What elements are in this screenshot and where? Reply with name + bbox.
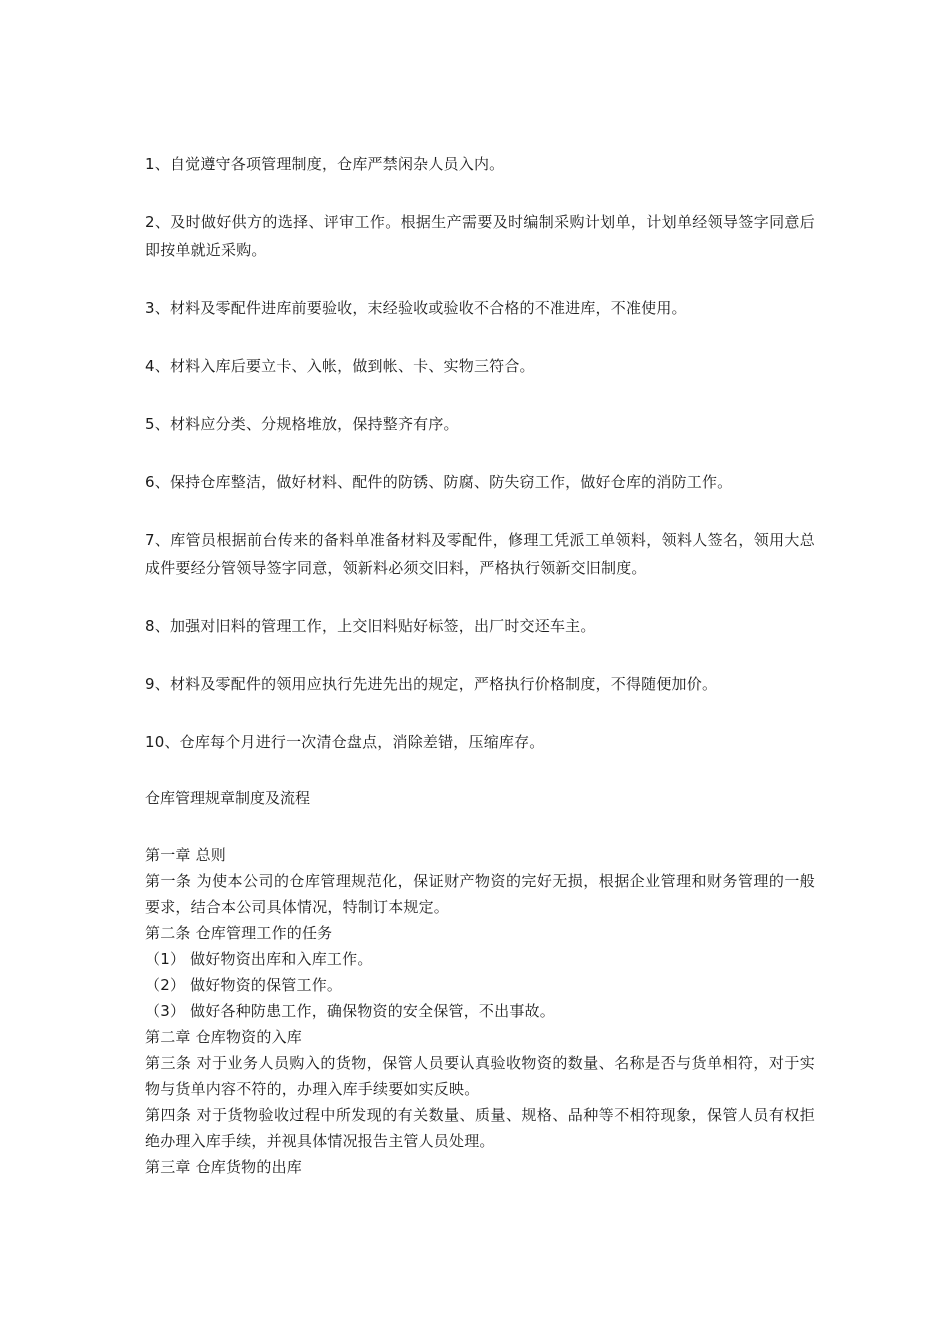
numbered-rules-list [145,150,815,786]
section-title: 仓库管理规章制度及流程 [145,789,311,807]
chapter-heading: 第二章 仓库物资的入库 [145,1028,302,1046]
list-item: 5、材料应分类、分规格堆放，保持整齐有序。 [145,415,459,433]
sub-item: （3） 做好各种防患工作，确保物资的安全保管，不出事故。 [145,1002,555,1020]
sub-item: （1） 做好物资出库和入库工作。 [145,950,373,968]
list-item: 3、材料及零配件进库前要验收，末经验收或验收不合格的不准进库，不准使用。 [145,299,687,317]
list-item: 1、自觉遵守各项管理制度，仓库严禁闲杂人员入内。 [145,155,505,173]
list-item: 2、及时做好供方的选择、评审工作。根据生产需要及时编制采购计划单，计划单经领导签字同意后即按单就近采购。 [145,213,815,259]
chapter-heading: 第三章 仓库货物的出库 [145,1158,302,1176]
list-item: 8、加强对旧料的管理工作，上交旧料贴好标签，出厂时交还车主。 [145,617,596,635]
list-item: 6、保持仓库整洁，做好材料、配件的防锈、防腐、防失窃工作，做好仓库的消防工作。 [145,473,733,491]
sub-item: （2） 做好物资的保管工作。 [145,976,343,994]
list-item: 10、仓库每个月进行一次清仓盘点，消除差错，压缩库存。 [145,733,545,751]
list-item: 7、库管员根据前台传来的备料单准备材料及零配件，修理工凭派工单领料，领料人签名，领用大总成件要经分管领导签字同意，领新料必须交旧料，严格执行领新交旧制度。 [145,531,815,577]
chapter-heading: 第一章 总则 [145,846,226,864]
article-text: 第三条 对于业务人员购入的货物，保管人员要认真验收物资的数量、名称是否与货单相符，对于实物与货单内容不符的，办理入库手续要如实反映。 [145,1054,815,1098]
article-text: 第二条 仓库管理工作的任务 [145,924,333,942]
list-item: 4、材料入库后要立卡、入帐，做到帐、卡、实物三符合。 [145,357,535,375]
article-text: 第四条 对于货物验收过程中所发现的有关数量、质量、规格、品种等不相符现象，保管人员有权拒绝办理入库手续，并视具体情况报告主管人员处理。 [145,1106,815,1150]
list-item: 9、材料及零配件的领用应执行先进先出的规定，严格执行价格制度，不得随便加价。 [145,675,718,693]
article-text: 第一条 为使本公司的仓库管理规范化，保证财产物资的完好无损，根据企业管理和财务管理的一般要求，结合本公司具体情况，特制订本规定。 [145,872,815,916]
rules-section [145,784,815,1180]
